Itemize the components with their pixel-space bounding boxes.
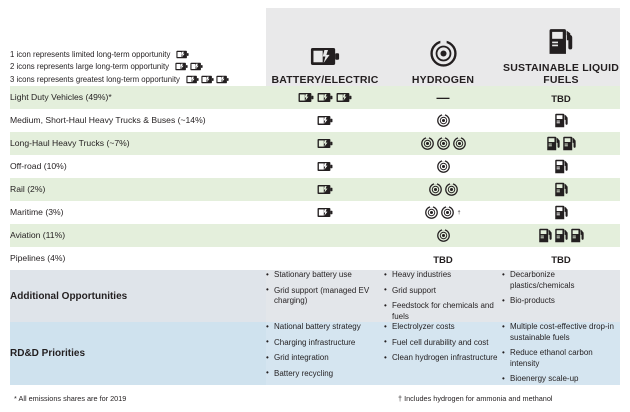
tbd-label: TBD [433,254,453,266]
table-row [10,178,620,201]
cell-long-haul-fuel [502,132,620,155]
list-item: • Electrolyzer costs [384,322,502,333]
fuel-pump-icon [571,228,584,243]
fuel-pump-icon [539,228,552,243]
cell-maritime-hydrogen [384,201,502,224]
list-item: • Feedstock for chemicals and fuels [384,301,502,322]
fuel-pump-icon [563,136,576,151]
battery-icon [336,92,352,103]
cell-pipelines-battery [266,247,384,270]
hydrogen-icon [437,114,450,127]
fuel-pump-icon [549,28,573,55]
cell-light-duty-fuel [502,86,620,109]
battery-icon [317,207,333,218]
cell-aviation-hydrogen [384,224,502,247]
column-header-hydrogen-label: HYDROGEN [411,74,475,86]
hydrogen-icon [453,137,466,150]
table-row [10,224,620,247]
rdd-priorities-fuel [502,322,620,385]
hydrogen-icon [429,183,442,196]
cell-rail-battery [266,178,384,201]
list-item: • Grid support [384,286,502,297]
legend-item-label: 2 icons represents large long-term opportunity [10,62,170,71]
list-item: • Battery recycling [266,369,384,380]
battery-icon [317,161,333,172]
tbd-label: TBD [551,254,571,266]
table-row [10,155,620,178]
battery-icon [317,92,333,103]
tbd-label: TBD [551,93,571,105]
column-header-fuel [502,8,620,86]
cell-rail-hydrogen [384,178,502,201]
rdd-priorities-hydrogen [384,322,502,385]
battery-icon [201,75,214,84]
list-item: • Bio-products [502,296,620,307]
cell-light-duty-battery [266,86,384,109]
cell-medium-hydrogen [384,109,502,132]
list-item: • Grid support (managed EV charging) [266,286,384,307]
fuel-pump-icon [555,113,568,128]
battery-icon [317,138,333,149]
additional-opportunities-row [10,270,620,322]
cell-rail-fuel [502,178,620,201]
no-opportunity-dash: — [436,89,450,105]
cell-offroad-hydrogen [384,155,502,178]
column-header-fuel-label: SUSTAINABLE LIQUID FUELS [503,62,619,86]
list-item: • Grid integration [266,353,384,364]
table-row [10,86,620,109]
rdd-priorities-label: RD&D Priorities [10,322,266,385]
row-label-light-duty-vehicles: Light Duty Vehicles (49%)* [10,86,266,109]
cell-offroad-battery [266,155,384,178]
table-row [10,109,620,132]
fuel-pump-icon [555,205,568,220]
matrix-header-row [10,8,620,86]
battery-icon [216,75,229,84]
rdd-priorities-row [10,322,620,385]
column-header-battery [266,8,384,86]
list-item: • Bioenergy scale-up [502,374,620,385]
list-item: • Multiple cost-effective drop-in sustainable fuels [502,322,620,343]
battery-icon [176,50,189,59]
row-label-rail: Rail (2%) [10,178,266,201]
row-label-pipelines: Pipelines (4%) [10,247,266,270]
legend-item [10,61,266,72]
cell-medium-battery [266,109,384,132]
cell-offroad-fuel [502,155,620,178]
hydrogen-icon [421,137,434,150]
additional-opportunities-battery [266,270,384,322]
legend [10,8,266,86]
legend-icons-2 [175,62,203,71]
footnote-hydrogen-ammonia: † Includes hydrogen for ammonia and methanol [398,394,553,403]
row-label-maritime: Maritime (3%) [10,201,266,224]
legend-item [10,74,266,85]
row-label-off-road: Off-road (10%) [10,155,266,178]
legend-item-label: 3 icons represents greatest long-term opportunity [10,74,180,84]
column-header-hydrogen [384,8,502,86]
hydrogen-icon [437,137,450,150]
row-label-aviation: Aviation (11%) [10,224,266,247]
fuel-pump-icon [555,159,568,174]
row-label-medium-short-haul: Medium, Short-Haul Heavy Trucks & Buses (~14%) [10,109,266,132]
cell-pipelines-hydrogen [384,247,502,270]
battery-icon [310,46,340,67]
legend-icons-1 [176,50,189,59]
cell-pipelines-fuel [502,247,620,270]
footnote-emissions-shares: * All emissions shares are for 2019 [14,394,127,403]
battery-icon [317,184,333,195]
rdd-priorities-battery [266,322,384,385]
cell-aviation-fuel [502,224,620,247]
list-item: • Decarbonize plastics/chemicals [502,270,620,291]
row-label-long-haul: Long-Haul Heavy Trucks (~7%) [10,132,266,155]
list-item: • Clean hydrogen infrastructure [384,353,502,364]
battery-icon [175,62,188,71]
technology-opportunity-matrix [10,8,620,385]
list-item: • Heavy industries [384,270,502,281]
list-item: • Fuel cell durability and cost [384,338,502,349]
additional-opportunities-hydrogen [384,270,502,322]
column-header-battery-label: BATTERY/ELECTRIC [271,74,379,86]
cell-long-haul-hydrogen [384,132,502,155]
battery-icon [190,62,203,71]
table-row [10,132,620,155]
cell-long-haul-battery [266,132,384,155]
table-row [10,201,620,224]
list-item: • Reduce ethanol carbon intensity [502,348,620,369]
fuel-pump-icon [555,182,568,197]
hydrogen-icon [425,206,438,219]
legend-item [10,49,266,60]
cell-medium-fuel [502,109,620,132]
cell-aviation-battery [266,224,384,247]
fuel-pump-icon [547,136,560,151]
list-item: • National battery strategy [266,322,384,333]
hydrogen-icon [437,229,450,242]
fuel-pump-icon [555,228,568,243]
battery-icon [298,92,314,103]
hydrogen-icon [430,40,457,67]
list-item: • Charging infrastructure [266,338,384,349]
cell-maritime-battery [266,201,384,224]
matrix-table [10,8,620,385]
cell-light-duty-hydrogen [384,86,502,109]
table-row [10,247,620,270]
legend-icons-3 [186,75,229,84]
cell-maritime-fuel [502,201,620,224]
hydrogen-icon [441,206,454,219]
additional-opportunities-label: Additional Opportunities [10,270,266,322]
battery-icon [317,115,333,126]
battery-icon [186,75,199,84]
additional-opportunities-fuel [502,270,620,322]
maritime-footnote-marker: † [457,209,461,216]
hydrogen-icon [445,183,458,196]
legend-item-label: 1 icon represents limited long-term opportunity [10,49,171,59]
hydrogen-icon [437,160,450,173]
list-item: • Stationary battery use [266,270,384,281]
